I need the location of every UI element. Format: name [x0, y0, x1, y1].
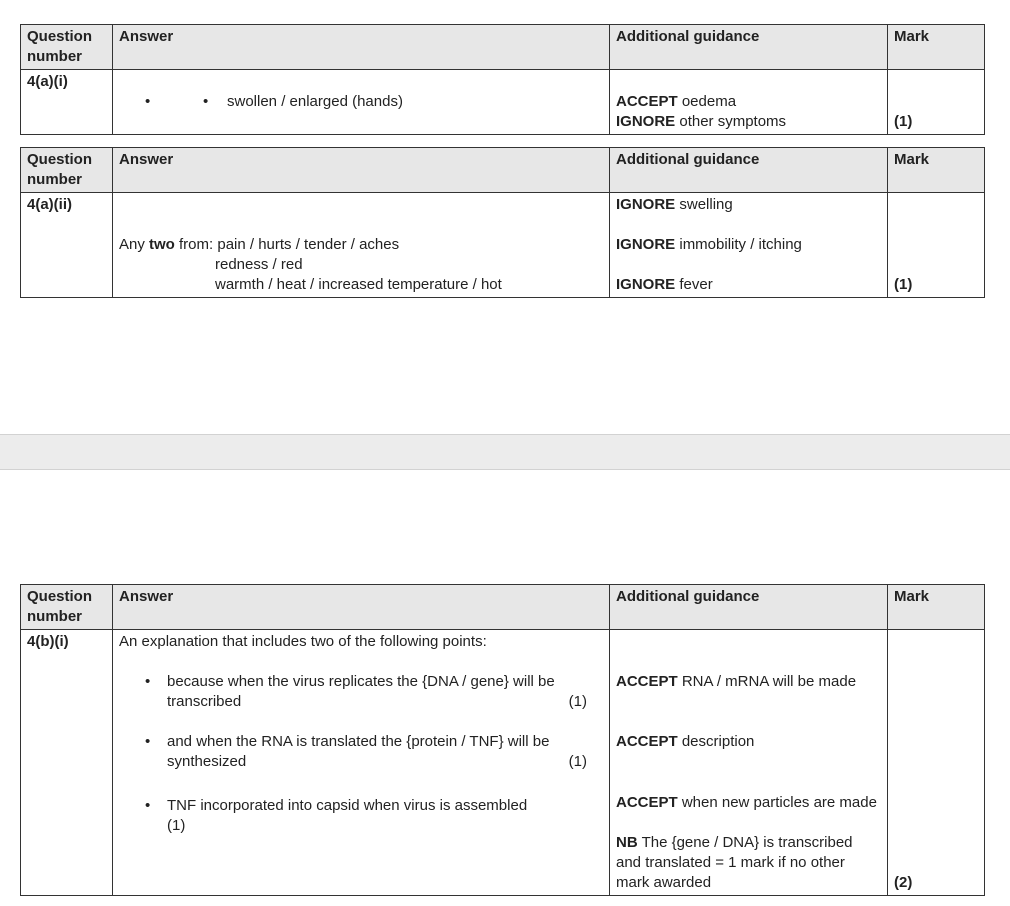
guidance-cell [610, 193, 888, 298]
header-question: Question number [21, 25, 113, 70]
guidance-cell [610, 70, 888, 135]
header-mark: Mark [888, 25, 985, 70]
header-mark: Mark [888, 585, 985, 630]
mark-value: (1) [888, 193, 985, 298]
guidance-line: IGNORE swelling [616, 196, 733, 213]
page-separator [0, 434, 1010, 470]
header-question: Question number [21, 148, 113, 193]
guidance-line: ACCEPT when new particles are made [616, 794, 877, 811]
markscheme-table-4bi [20, 584, 985, 896]
guidance-line: ACCEPT description [616, 733, 755, 750]
question-number: 4(a)(ii) [21, 193, 113, 298]
answer-cell [113, 70, 610, 135]
point-mark: (1) [568, 753, 587, 770]
header-question: Question number [21, 585, 113, 630]
answer-line: Any two from: pain / hurts / tender / aches [119, 236, 400, 253]
answer-bullet: • • swollen / enlarged (hands) [119, 92, 603, 112]
header-answer: Answer [113, 148, 610, 193]
markscheme-table-4aii [20, 147, 985, 298]
mark-value: (2) [888, 630, 985, 896]
point-mark: (1) [568, 693, 587, 710]
mark-value: (1) [888, 70, 985, 135]
question-number: 4(b)(i) [21, 630, 113, 896]
answer-line: redness / red [215, 256, 303, 273]
header-guidance: Additional guidance [610, 585, 888, 630]
answer-point: • because when the virus replicates the {DNA / gene} will be transcribed (1) [119, 672, 603, 712]
answer-cell [113, 630, 610, 896]
answer-line: warmth / heat / increased temperature / hot [215, 276, 502, 293]
answer-cell [113, 193, 610, 298]
guidance-nb: NB The {gene / DNA} is transcribed and translated = 1 mark if no other mark awarded [616, 834, 853, 891]
question-number: 4(a)(i) [21, 70, 113, 135]
markscheme-table-4ai [20, 24, 985, 135]
guidance-line: IGNORE immobility / itching [616, 236, 802, 253]
header-answer: Answer [113, 585, 610, 630]
guidance-line: IGNORE fever [616, 276, 713, 293]
guidance-line: ACCEPT oedema [616, 93, 737, 110]
header-mark: Mark [888, 148, 985, 193]
header-guidance: Additional guidance [610, 25, 888, 70]
answer-intro: An explanation that includes two of the following points: [119, 633, 487, 650]
header-answer: Answer [113, 25, 610, 70]
answer-point: • TNF incorporated into capsid when virus is assembled (1) [119, 796, 603, 836]
header-guidance: Additional guidance [610, 148, 888, 193]
guidance-cell [610, 630, 888, 896]
answer-point: • and when the RNA is translated the {protein / TNF} will be synthesized (1) [119, 732, 603, 772]
guidance-line: IGNORE other symptoms [616, 113, 787, 130]
guidance-line: ACCEPT RNA / mRNA will be made [616, 673, 857, 690]
